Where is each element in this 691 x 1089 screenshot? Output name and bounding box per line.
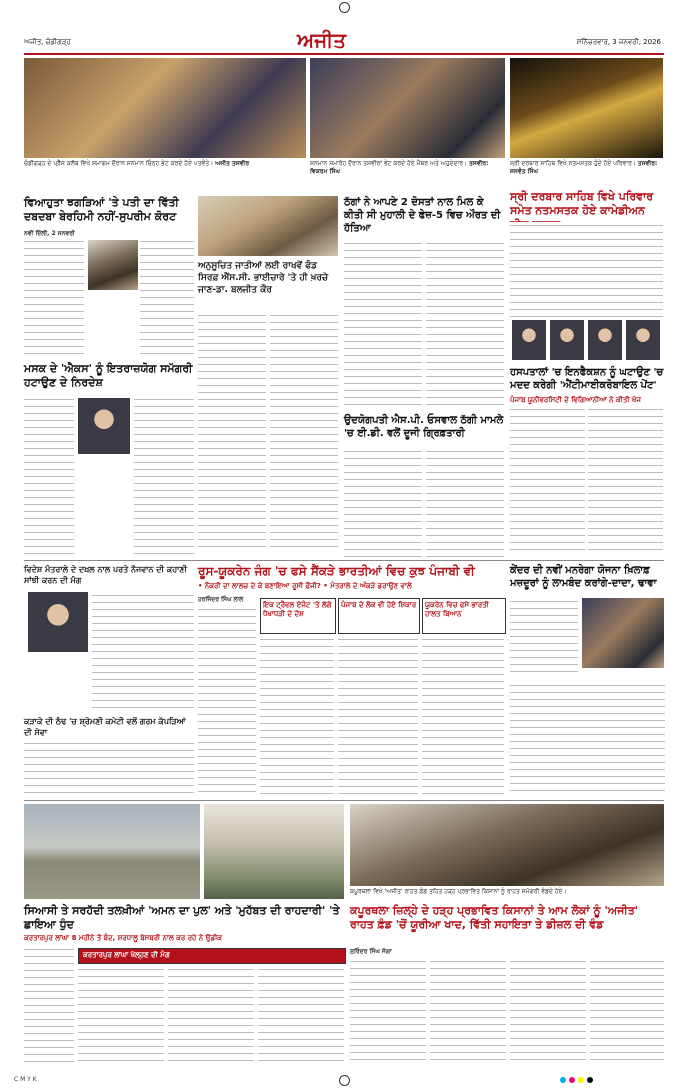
headline-infection: ਹਸਪਤਾਲਾਂ 'ਚ ਇਨਫੈਕਸ਼ਨ ਨੂੰ ਘਟਾਉਣ 'ਚ ਮਦਦ ਕਰੇਗੀ 'ਐਂਟੀਮਾਈਕਰੋਬਾਇਲ ਪੇਂਟ': [510, 367, 664, 391]
box-ukraine: [422, 598, 506, 634]
story-x-body-2: [134, 396, 194, 556]
portrait-4: [626, 320, 660, 360]
masthead-edition: ਅਜੀਤ, ਚੰਡੀਗੜ੍ਹ: [24, 38, 71, 46]
story-oswal-body: [344, 448, 422, 558]
story-thieves-body: [344, 240, 422, 410]
color-bar: [560, 1077, 593, 1083]
masthead-logo: ਅਜੀਤ: [297, 28, 347, 52]
story-floods-body-1: [350, 958, 426, 1066]
story-golden-temple-body: [510, 222, 663, 322]
headline-golden-temple: ਸ੍ਰੀ ਦਰਬਾਰ ਸਾਹਿਬ ਵਿਖੇ ਪਰਿਵਾਰ ਸਮੇਤ ਨਤਮਸਤਕ ਹੋਏ ਕਾਮੇਡੀਅਨ: [510, 190, 654, 217]
black-swatch: [587, 1077, 593, 1083]
story-x-body: [24, 396, 74, 556]
photo-mgnrega: [582, 598, 664, 668]
headline-marriage: ਵਿਆਹੁਤਾ ਝਗੜਿਆਂ 'ਤੇ ਪਤੀ ਦਾ ਵਿੱਤੀ ਦਬਦਬਾ ਬੇਰਹਿਮੀ ਨਹੀਂ-ਸੁਪਰੀਮ ਕੋਰਟ: [24, 196, 179, 223]
story-abroad-body: [92, 592, 194, 712]
headline-oswal: ਉਦਯੋਗਪਤੀ ਐਸ.ਪੀ. ਓਸਵਾਲ ਠੱਗੀ ਮਾਮਲੇ 'ਚ ਈ.ਡੀ. ਵਲੋਂ ਦੂਜੀ ਗ੍ਰਿਫ਼ਤਾਰੀ: [344, 415, 504, 439]
headline-x: ਮਸਕ ਦੇ 'ਐਕਸ' ਨੂੰ ਇਤਰਾਜ਼ਯੋਗ ਸਮੱਗਰੀ ਹਟਾਉਣ ਦੇ ਨਿਰਦੇਸ਼: [24, 362, 193, 389]
photo-musk: [78, 398, 130, 454]
story-mgnrega-body-2: [510, 682, 665, 796]
caption-portraits: ਸਨਮਾਨ ਸਮਾਰੋਹ ਦੌਰਾਨ ਤਸਵੀਰਾਂ ਭੇਟ ਕਰਦੇ ਹੋਏ ਮੈਂਬਰ ਅਤੇ ਅਹੁਦੇਦਾਰ। ਤਸਵੀਰ: ਵਿਕਰਮ ਸਿੰਘ: [310, 160, 489, 175]
caption-award: ਚੰਡੀਗੜ੍ਹ ਦੇ ਪ੍ਰੈੱਸ ਕਲੱਬ ਵਿਖੇ ਸਮਾਗਮ ਦੌਰਾਨ ਸਨਮਾਨ ਚਿੰਨ੍ਹ ਭੇਟ ਕਰਦੇ ਹੋਏ ਪਤਵੰਤੇ। ਅਜੀਤ ਤਸਵੀਰ: [24, 160, 250, 167]
subhead-russia: • ਨੌਕਰੀ ਦਾ ਲਾਲਚ ਦੇ ਕੇ ਬਣਾਇਆ ਰੂਸੀ ਫ਼ੌਜੀ? • ਮੰਤਰਾਲੇ ਦੇ ਅੰਕੜੇ ਡਰਾਉਣ ਵਾਲੇ: [198, 582, 412, 590]
story-russia-body-4: [422, 636, 504, 796]
photo-flood-relief: [350, 804, 664, 886]
banner-kartarpur-text: ਕਰਤਾਰਪੁਰ ਲਾਂਘਾ ਖੋਲ੍ਹਣ ਦੀ ਮੰਗ: [83, 951, 170, 959]
story-thieves-body-2: [426, 240, 504, 410]
story-meeting-body: [198, 312, 266, 552]
story-marriage-body: [24, 238, 84, 358]
story-russia-body-1: [198, 606, 256, 796]
photo-kartarpur: [24, 804, 200, 899]
cyan-swatch: [560, 1077, 566, 1083]
story-mansa-body: [24, 740, 194, 796]
subhead-kartarpur: ਕਰਤਾਰਪੁਰ ਲਾਂਘਾ 8 ਮਹੀਨੇ ਤੋਂ ਬੰਦ, ਸ਼ਰਧਾਲੂ ਬੇਸਬਰੀ ਨਾਲ ਕਰ ਰਹੇ ਨੇ ਉਡੀਕ: [24, 934, 223, 942]
story-floods-body-4: [590, 958, 664, 1066]
story-floods-body-2: [430, 958, 506, 1066]
box-travel-agent-title: ਇਕ ਟ੍ਰੈਵਲ ਏਜੰਟ 'ਤੇ ਲੱਗੇ ਧੋਖਾਧੜੀ ਦੇ ਦੋਸ਼: [263, 601, 332, 618]
caption-golden-temple: ਸ੍ਰੀ ਦਰਬਾਰ ਸਾਹਿਬ ਵਿਖੇ ਨਤਮਸਤਕ ਹੁੰਦੇ ਹੋਏ ਪਰਿਵਾਰ। ਤਸਵੀਰ: ਜਸਵੰਤ ਸਿੰਘ: [510, 160, 658, 175]
story-kartarpur-body-3: [168, 966, 254, 1066]
story-meeting-body-2: [270, 312, 338, 552]
portrait-3: [588, 320, 622, 360]
story-russia-body-2: [260, 636, 334, 796]
story-kartarpur-body-2: [78, 966, 164, 1066]
portrait-2: [550, 320, 584, 360]
story-russia-body-3: [338, 636, 418, 796]
registration-mark-icon: [339, 2, 350, 13]
registration-mark-bottom-icon: [339, 1075, 350, 1086]
yellow-swatch: [578, 1077, 584, 1083]
masthead-rule: [24, 53, 664, 55]
box-punjab-title: ਪੰਜਾਬ ਦੇ ਲੋਕ ਵੀ ਹੋਏ ਸ਼ਿਕਾਰ: [341, 601, 417, 609]
box-punjab: [338, 598, 420, 634]
section-divider: [24, 560, 664, 561]
headline-kartarpur: ਸਿਆਸੀ ਤੇ ਸਰਹੱਦੀ ਤਲਖ਼ੀਆਂ 'ਅਮਨ ਦਾ ਪੁਲ' ਅਤੇ 'ਮੁਹੱਬਤ ਦੀ ਰਾਹਦਾਰੀ' 'ਤੇ ਛਾਇਆ ਧੁੰਦ: [24, 904, 340, 931]
photo-meeting: [198, 196, 338, 256]
headline-abroad: ਵਿਦੇਸ਼ ਮੰਤਰਾਲੇ ਦੇ ਦਖ਼ਲ ਨਾਲ ਪਰਤੇ ਨੌਜਵਾਨ ਦੀ ਕਹਾਣੀ ਸਾਂਝੀ ਕਰਨ ਦੀ ਮੰਗ: [24, 565, 188, 585]
photo-golden-temple: [510, 58, 663, 158]
photo-portraits-handover: [310, 58, 505, 158]
story-mgnrega-body: [510, 598, 578, 678]
caption-flood: ਕਪੂਰਥਲਾ ਵਿਖੇ 'ਅਜੀਤ' ਰਾਹਤ ਫ਼ੰਡ ਤਹਿਤ ਹੜ੍ਹ ਪ੍ਰਭਾਵਿਤ ਕਿਸਾਨਾਂ ਨੂੰ ਰਾਹਤ ਸਮੱਗਰੀ ਵੰਡਦੇ ਹੋਏ।: [350, 888, 567, 895]
headline-mansa: ਕੜਾਕੇ ਦੀ ਠੰਢ 'ਚ ਸ਼੍ਰੋਮਣੀ ਕਮੇਟੀ ਵਲੋਂ ਗਰਮ ਕੱਪੜਿਆਂ ਦੀ ਸੇਵਾ: [24, 717, 186, 737]
story-marriage-body-2: [140, 238, 194, 358]
photo-supreme-court: [88, 240, 138, 290]
byline-russia: ਹਰਜਿੰਦਰ ਸਿੰਘ ਲਾਲ: [198, 596, 244, 603]
photo-award-ceremony: [24, 58, 306, 158]
story-floods-body-3: [510, 958, 586, 1066]
photo-official: [28, 592, 88, 652]
section-divider-2: [24, 800, 664, 801]
byline-floods: ਸੁਰਿੰਦਰ ਸਿੰਘ ਜੱਗਾ: [350, 948, 392, 955]
banner-kartarpur: [78, 948, 346, 964]
story-infection-body: [510, 406, 585, 556]
headline-thieves: ਠੱਗਾਂ ਨੇ ਆਪਣੇ 2 ਦੋਸਤਾਂ ਨਾਲ ਮਿਲ ਕੇ ਕੀਤੀ ਸੀ ਮੁਹਾਲੀ ਦੇ ਫੇਜ਼-5 ਵਿਚ ਔਰਤ ਦੀ ਹੱਤਿਆ: [344, 197, 501, 234]
story-oswal-body-2: [426, 448, 504, 558]
story-kartarpur-body-4: [258, 966, 344, 1066]
portrait-1: [512, 320, 546, 360]
story-kartarpur-body-1: [24, 946, 74, 1066]
subhead-infection: ਪੰਜਾਬ ਯੂਨੀਵਰਸਿਟੀ ਦੇ ਵਿਗਿਆਨੀਆਂ ਨੇ ਕੀਤੀ ਖੋਜ: [510, 396, 641, 404]
box-ukraine-title: ਯੂਕਰੇਨ ਵਿਚ ਫਸੇ ਭਾਰਤੀ ਹਾਲਤ ਬਿਆਨ: [425, 601, 489, 618]
story-infection-body-2: [588, 406, 663, 556]
headline-mgnrega: ਕੇਂਦਰ ਦੀ ਨਵੀਂ ਮਨਰੇਗਾ ਯੋਜਨਾ ਖ਼ਿਲਾਫ਼ ਮਜ਼ਦੂਰਾਂ ਨੂੰ ਲਾਮਬੰਦ ਕਰਾਂਗੇ-ਦਾਦਾ, ਢਾਵਾ: [510, 565, 657, 589]
box-travel-agent: [260, 598, 336, 634]
headline-russia: ਰੂਸ-ਯੂਕਰੇਨ ਜੰਗ 'ਚ ਫਸੇ ਸੈਂਕੜੇ ਭਾਰਤੀਆਂ ਵਿਚ ਕੁਝ ਪੰਜਾਬੀ ਵੀ: [198, 564, 475, 578]
photo-border-gate: [204, 804, 344, 899]
footer-cmyk: C M Y K: [14, 1076, 37, 1083]
headline-floods: ਕਪੂਰਥਲਾ ਜ਼ਿਲ੍ਹੇ ਦੇ ਹੜ੍ਹ ਪ੍ਰਭਾਵਿਤ ਕਿਸਾਨਾਂ ਤੇ ਆਮ ਲੋਕਾਂ ਨੂੰ 'ਅਜੀਤ' ਰਾਹਤ ਫ਼ੰਡ 'ਚੋਂ ਯੂਰੀਆ ਖਾਦ, ਵਿੱਤੀ ਸਹਾਇਤਾ ਤੇ ਡੀਜ਼ਲ ਦੀ ਵੰਡ: [350, 904, 639, 931]
magenta-swatch: [569, 1077, 575, 1083]
masthead-date: ਸ਼ਨਿੱਚਰਵਾਰ, 3 ਜਨਵਰੀ, 2026: [576, 38, 661, 46]
byline-marriage: ਨਵੀਂ ਦਿੱਲੀ, 2 ਜਨਵਰੀ: [24, 230, 75, 237]
headline-meeting: ਅਨੁਸੂਚਿਤ ਜਾਤੀਆਂ ਲਈ ਰਾਖਵੇਂ ਫੰਡ ਸਿਰਫ਼ ਐੱਸ.ਸੀ. ਭਾਈਚਾਰੇ 'ਤੇ ਹੀ ਖ਼ਰਚੇ ਜਾਣ-ਡਾ. ਬਲਜੀਤ ਕੌਰ: [198, 261, 329, 295]
